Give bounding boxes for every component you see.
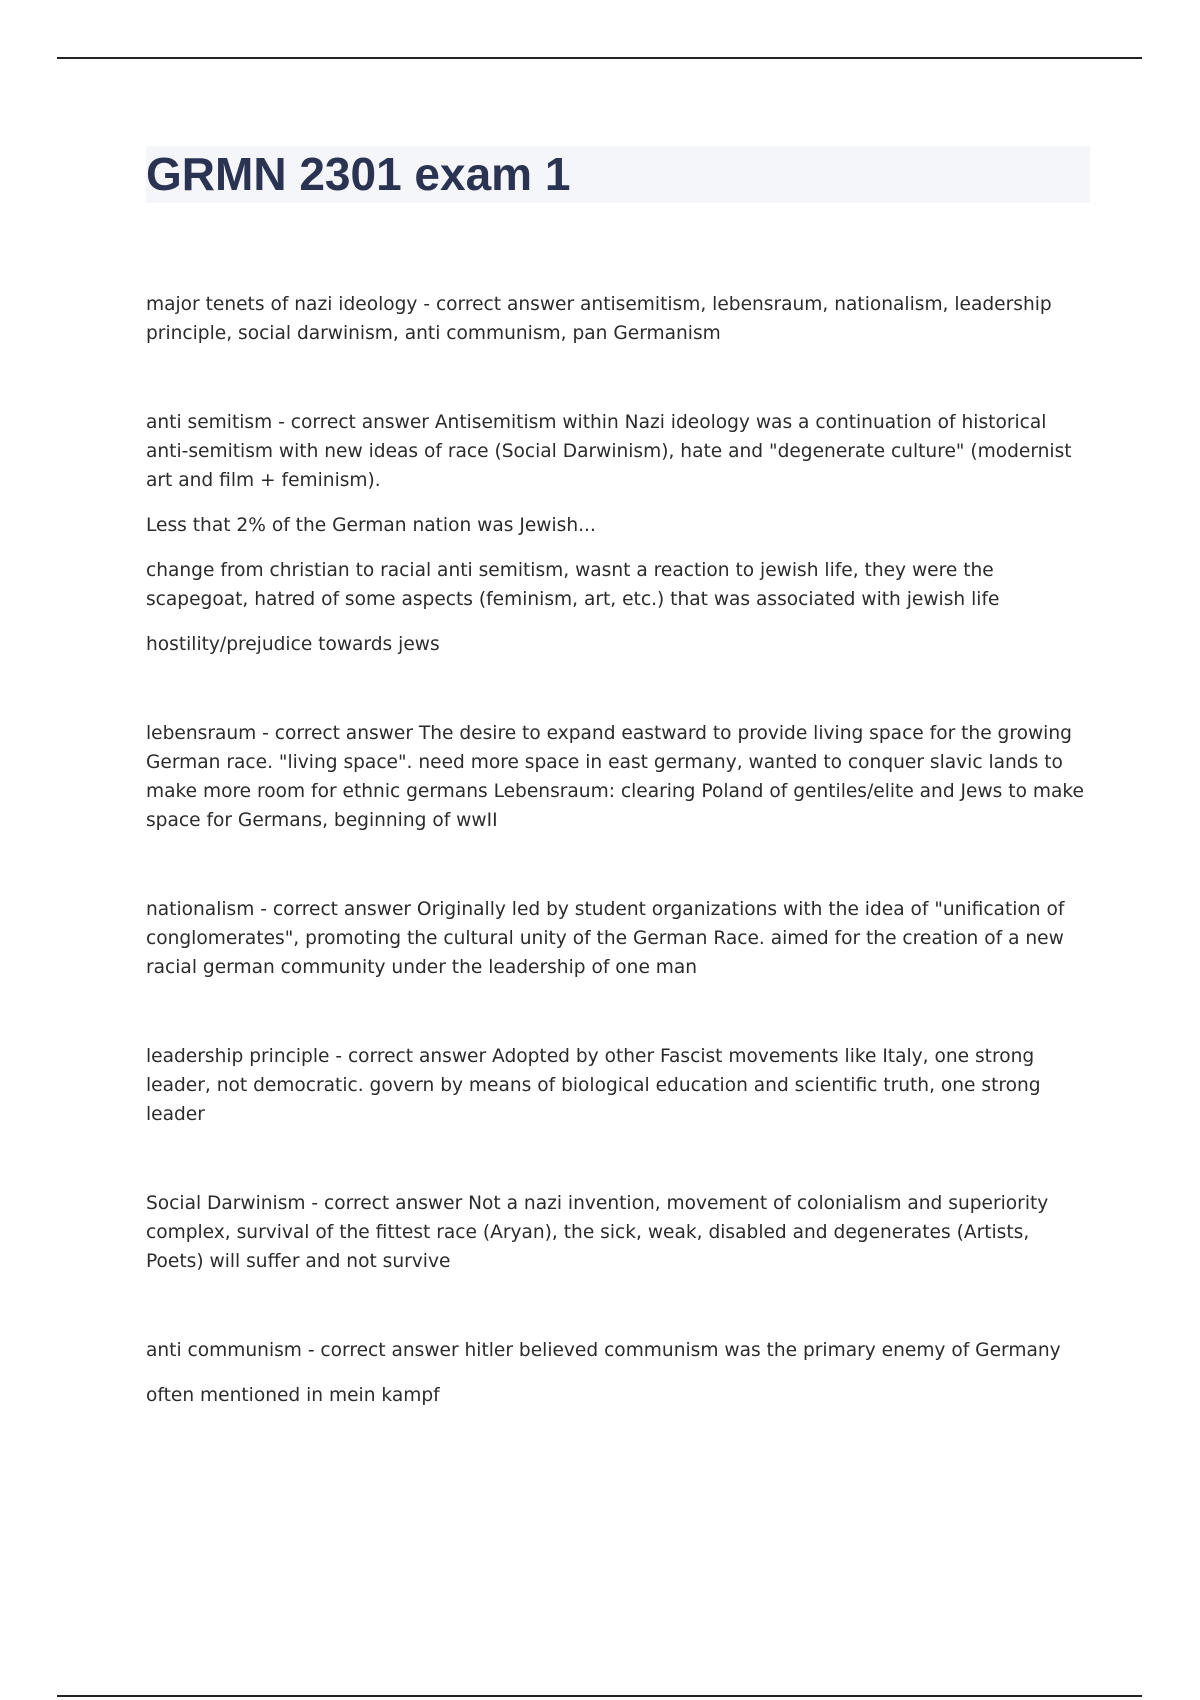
entry-paragraph: Less that 2% of the German nation was Jewish... [146,515,596,536]
entry-anti-communism [146,1336,1091,1410]
bottom-rule [57,1695,1142,1697]
entry-paragraph: nationalism - correct answer Originally led by student organizations with the idea of "unification of conglomerates", promoting the cultural unity of the German Race. aimed for the creation of a new racial german community under the leadership of one man [146,899,1065,978]
top-rule [57,57,1142,59]
entry-social-darwinism [146,1189,1091,1276]
entry-paragraph: Social Darwinism - correct answer Not a nazi invention, movement of colonialism and superiority complex, survival of the fittest race (Aryan), the sick, weak, disabled and degenerates (Artists, Poets) will suffer and not survive [146,1193,1049,1272]
entry-anti-semitism [146,408,1091,659]
page-title: GRMN 2301 exam 1 [146,148,571,200]
entry-paragraph: hostility/prejudice towards jews [146,634,440,655]
document-body [146,290,1091,1470]
entry-nationalism [146,895,1091,982]
entry-paragraph: change from christian to racial anti semitism, wasnt a reaction to jewish life, they were the scapegoat, hatred of some aspects (feminism, art, etc.) that was associated with jewish life [146,560,1000,610]
entry-nazi-ideology-tenets [146,290,1091,348]
entry-paragraph: anti communism - correct answer hitler believed communism was the primary enemy of Germany [146,1340,1061,1361]
entry-lebensraum [146,719,1091,835]
entry-paragraph: anti semitism - correct answer Antisemitism within Nazi ideology was a continuation of historical anti-semitism with new ideas of race (Social Darwinism), hate and "degenerate culture" (modernist art and film + feminism). [146,412,1072,491]
entry-paragraph: leadership principle - correct answer Adopted by other Fascist movements like Italy, one strong leader, not democratic. govern by means of biological education and scientific truth, one strong leader [146,1046,1041,1125]
entry-paragraph: lebensraum - correct answer The desire to expand eastward to provide living space for the growing German race. "living space". need more space in east germany, wanted to conquer slavic lands to make more room for ethnic germans Lebensraum: clearing Poland of gentiles/elite and Jews to make space for Germans, beginning of wwII [146,723,1084,831]
entry-paragraph: major tenets of nazi ideology - correct answer antisemitism, lebensraum, nationalism, leadership principle, social darwinism, anti communism, pan Germanism [146,294,1052,344]
entry-paragraph: often mentioned in mein kampf [146,1385,440,1406]
entry-leadership-principle [146,1042,1091,1129]
